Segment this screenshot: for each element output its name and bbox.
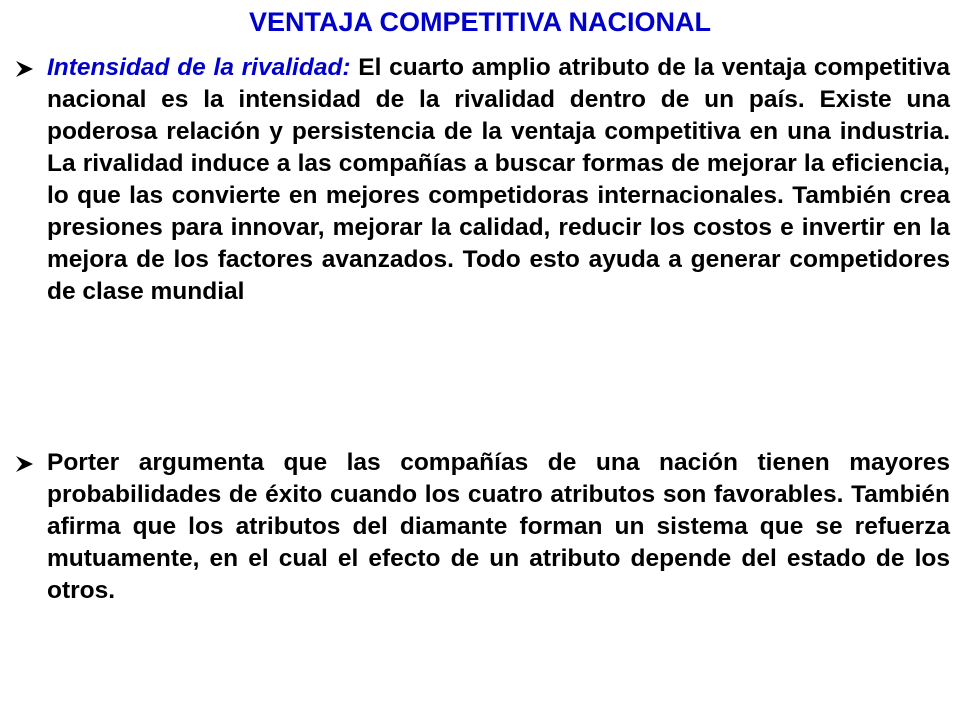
arrow-bullet-icon bbox=[14, 453, 36, 475]
bullet-paragraph bbox=[47, 52, 950, 308]
slide-title: VENTAJA COMPETITIVA NACIONAL bbox=[248, 7, 711, 37]
bullet-paragraph bbox=[47, 447, 950, 607]
bullet-lead: Intensidad de la rivalidad: bbox=[47, 54, 351, 81]
bullet-text: Porter argumenta que las compañías de una nación tienen mayores probabilidades de éxito cuando los cuatro atributos son favorables. También afirma que los atributos del diamante forman un sistema que se refuerza mutuamente, en el cual el efecto de un atributo depende del estado de los otros. bbox=[47, 449, 950, 604]
bullet-text: El cuarto amplio atributo de la ventaja competitiva nacional es la intensidad de la rivalidad dentro de un país. Existe una poderosa relación y persistencia de la ventaja competitiva en una industria. La rivalidad induce a las compañías a buscar formas de mejorar la eficiencia, lo que las convierte en mejores competidoras internacionales. También crea presiones para innovar, mejorar la calidad, reducir los costos e invertir en la mejora de los factores avanzados. Todo esto ayuda a generar competidores de clase mundial bbox=[47, 54, 950, 305]
arrow-bullet-icon bbox=[14, 58, 36, 80]
